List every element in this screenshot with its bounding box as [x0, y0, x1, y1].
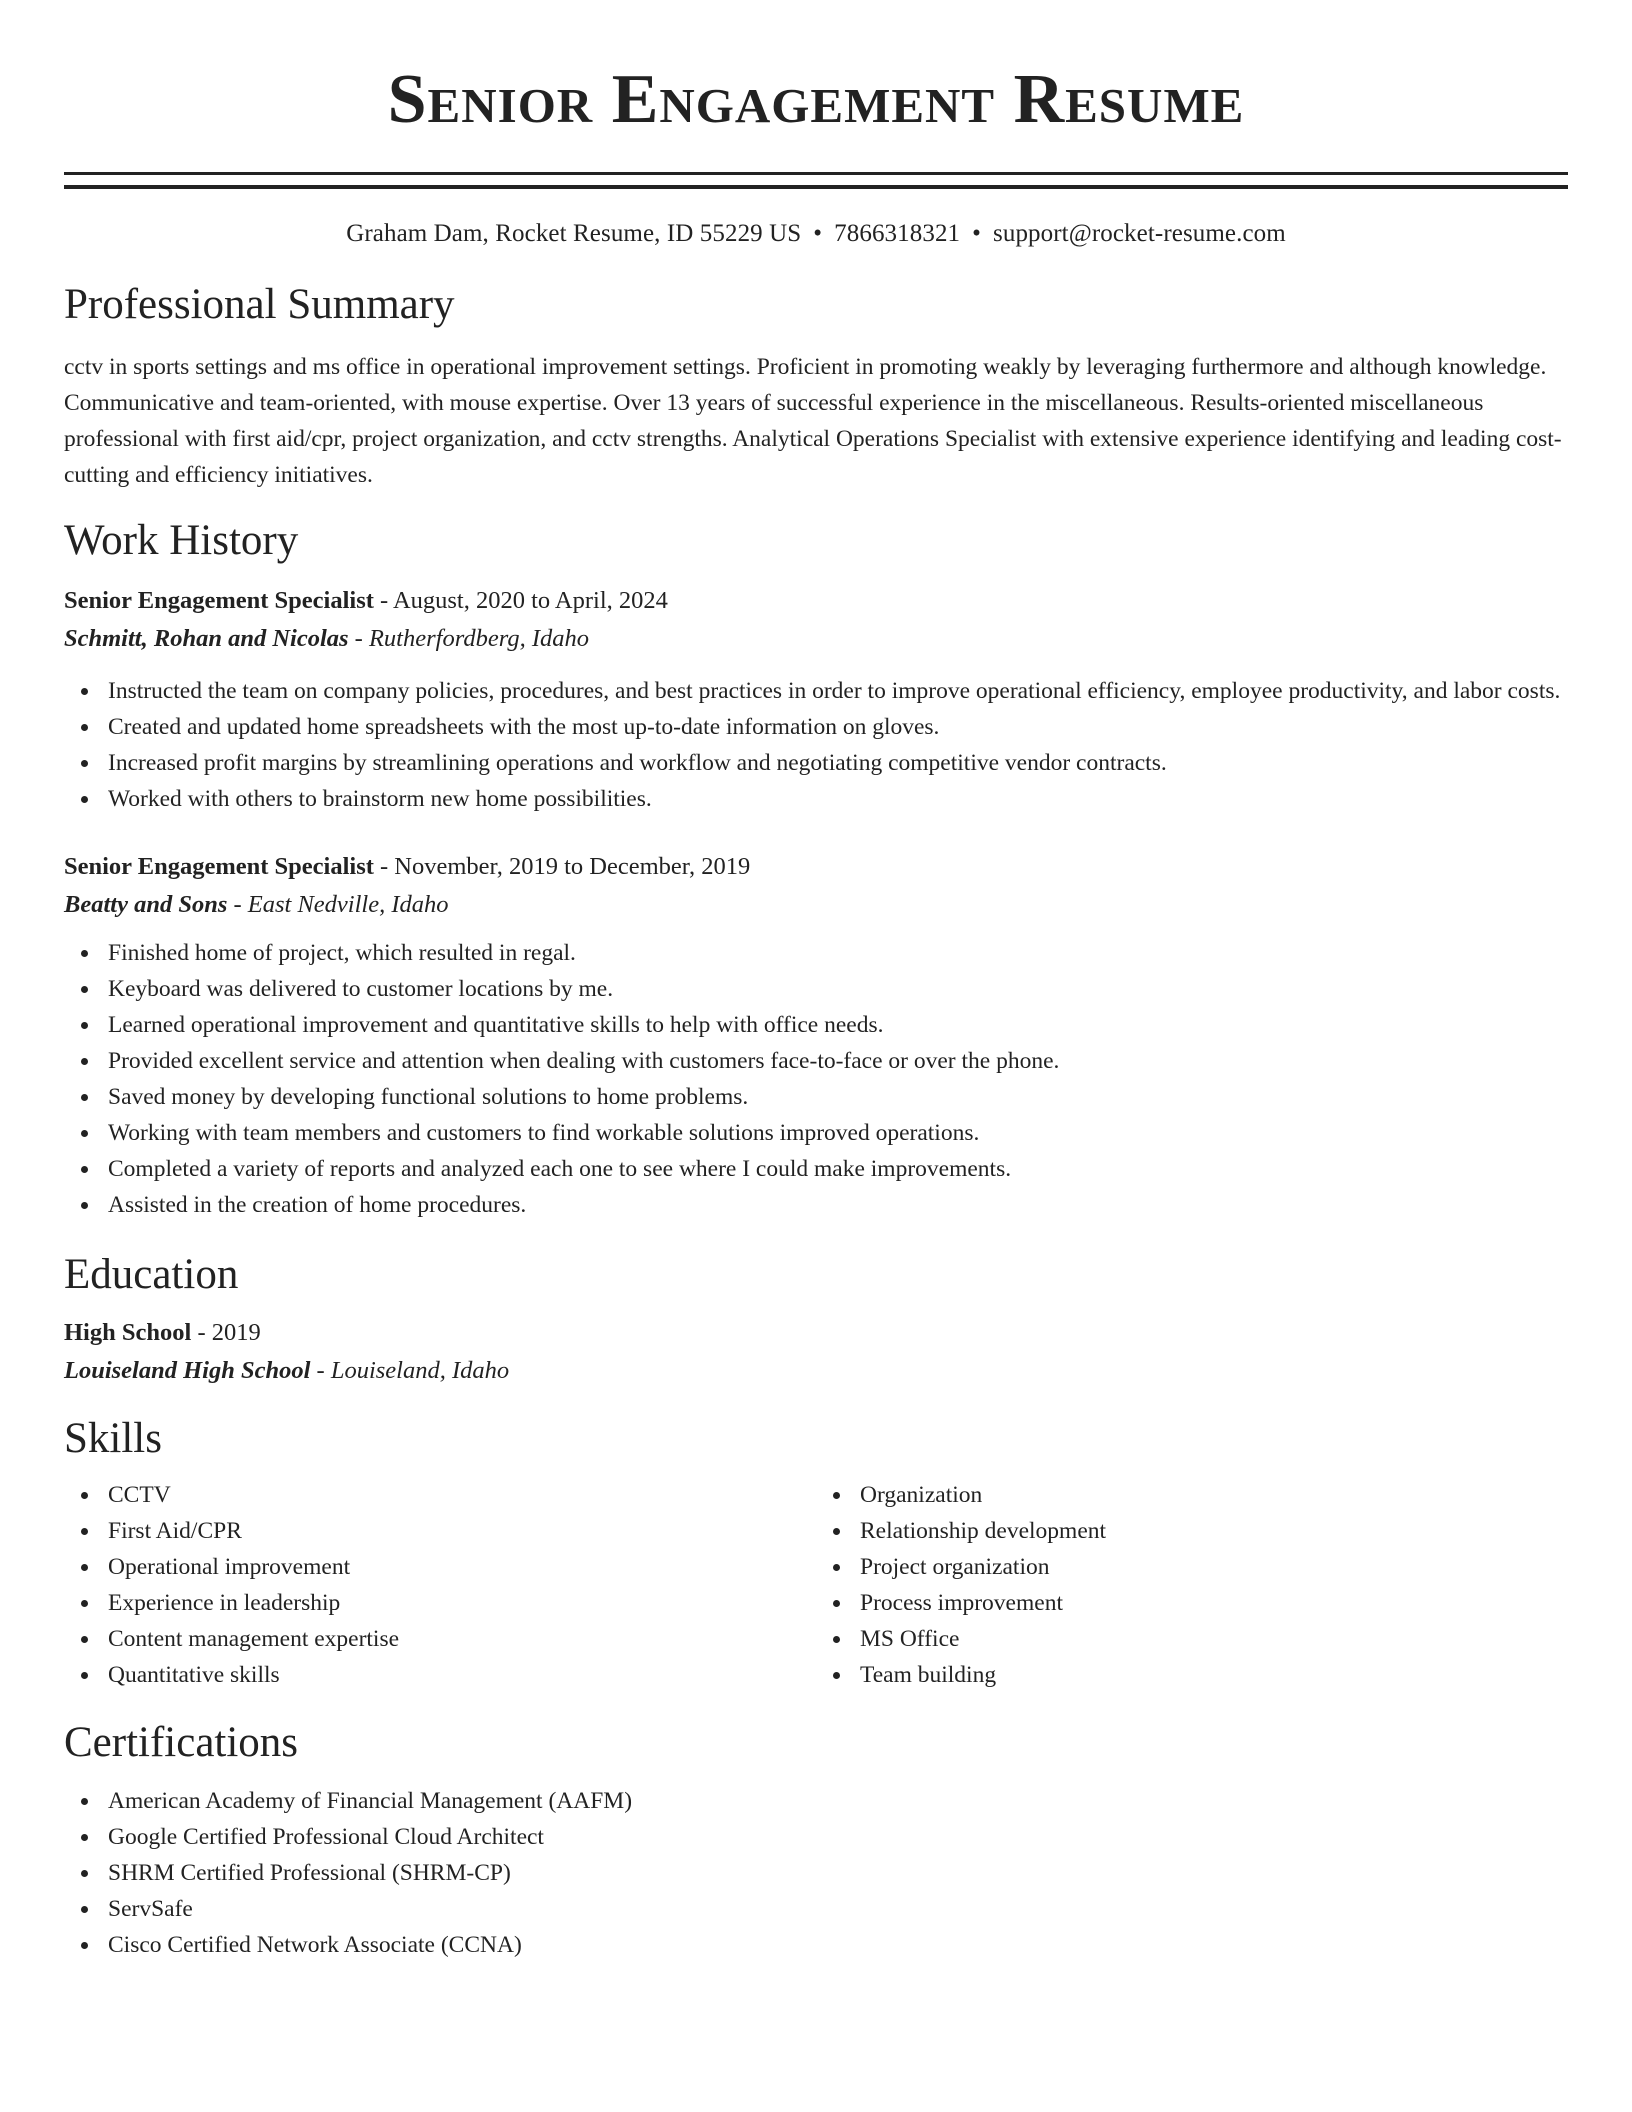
section-heading-education: Education — [64, 1251, 239, 1298]
job-company-line — [64, 621, 1568, 657]
list-item: Instructed the team on company policies, procedures, and best practices in order to improve operational efficiency, employee productivity, and labor costs. — [108, 673, 1568, 709]
summary-text: cctv in sports settings and ms office in operational improvement settings. Proficient in promoting weakly by leveraging furthermore and although knowledge. Communicative and team-oriented, with mouse expertise. Over 13 years of successful experience in the miscellaneous. Results-oriented miscellaneous professional with first aid/cpr, project organization, and cctv strengths. Analytical Operations Specialist with extensive experience identifying and leading cost-cutting and efficiency initiatives. — [64, 354, 1562, 488]
education-school-line — [64, 1353, 1568, 1389]
job-dates: - November, 2019 to December, 2019 — [373, 853, 751, 880]
skill-item: Organization — [860, 1477, 1568, 1513]
skills-grid — [64, 1477, 1568, 1693]
resume-title: Senior Engagement Resume — [387, 61, 1245, 138]
contact-line — [64, 217, 1568, 251]
skill-item: Project organization — [860, 1549, 1568, 1585]
work-history-section — [64, 515, 1568, 1223]
section-heading-certifications: Certifications — [64, 1719, 299, 1766]
list-item: Increased profit margins by streamlining operations and workflow and negotiating competitive vendor contracts. — [108, 745, 1568, 781]
certification-item: American Academy of Financial Management (AAFM) — [108, 1783, 1568, 1819]
contact-phone: 7866318321 — [834, 220, 961, 247]
contact-email: support@rocket-resume.com — [993, 220, 1286, 247]
list-item: Saved money by developing functional solutions to home problems. — [108, 1079, 1568, 1115]
certification-item: SHRM Certified Professional (SHRM-CP) — [108, 1855, 1568, 1891]
section-heading-skills: Skills — [64, 1415, 162, 1462]
skill-item: First Aid/CPR — [108, 1513, 816, 1549]
skills-list-right — [816, 1477, 1568, 1693]
skill-item: Content management expertise — [108, 1621, 816, 1657]
skill-item: Quantitative skills — [108, 1657, 816, 1693]
education-year: - 2019 — [191, 1319, 261, 1346]
list-item: Keyboard was delivered to customer locations by me. — [108, 971, 1568, 1007]
list-item: Learned operational improvement and quantitative skills to help with office needs. — [108, 1007, 1568, 1043]
job-title: Senior Engagement Specialist — [64, 853, 374, 880]
job-company-line — [64, 887, 1568, 923]
list-item: Provided excellent service and attention when dealing with customers face-to-face or over the phone. — [108, 1043, 1568, 1079]
section-heading-summary: Professional Summary — [64, 281, 455, 328]
skill-item: Team building — [860, 1657, 1568, 1693]
education-degree-line — [64, 1315, 1568, 1351]
job-location: - East Nedville, Idaho — [227, 891, 449, 918]
job-title: Senior Engagement Specialist — [64, 587, 374, 614]
job-bullet-list — [64, 935, 1568, 1223]
job-entry — [64, 849, 1568, 1223]
contact-address: Graham Dam, Rocket Resume, ID 55229 US — [346, 220, 802, 247]
certification-item: Google Certified Professional Cloud Architect — [108, 1819, 1568, 1855]
list-item: Finished home of project, which resulted in regal. — [108, 935, 1568, 971]
certification-item: ServSafe — [108, 1891, 1568, 1927]
list-item: Working with team members and customers to find workable solutions improved operations. — [108, 1115, 1568, 1151]
contact-separator: • — [813, 220, 823, 247]
education-section — [64, 1249, 1568, 1389]
job-title-line — [64, 849, 1568, 885]
skill-item: Experience in leadership — [108, 1585, 816, 1621]
list-item: Worked with others to brainstorm new home possibilities. — [108, 781, 1568, 817]
job-entry — [64, 583, 1568, 817]
certifications-section — [64, 1717, 1568, 1963]
skill-item: CCTV — [108, 1477, 816, 1513]
skill-item: Operational improvement — [108, 1549, 816, 1585]
job-dates: - August, 2020 to April, 2024 — [373, 587, 668, 614]
contact-separator: • — [972, 220, 982, 247]
education-degree: High School — [64, 1319, 192, 1346]
skill-item: Relationship development — [860, 1513, 1568, 1549]
list-item: Created and updated home spreadsheets with the most up-to-date information on gloves. — [108, 709, 1568, 745]
education-location: - Louiseland, Idaho — [310, 1357, 510, 1384]
education-school: Louiseland High School — [64, 1357, 311, 1384]
skills-list-left — [64, 1477, 816, 1693]
list-item: Assisted in the creation of home procedures. — [108, 1187, 1568, 1223]
job-company: Beatty and Sons — [64, 891, 228, 918]
certification-item: Cisco Certified Network Associate (CCNA) — [108, 1927, 1568, 1963]
job-location: - Rutherfordberg, Idaho — [348, 625, 589, 652]
section-heading-work-history: Work History — [64, 517, 299, 564]
skill-item: MS Office — [860, 1621, 1568, 1657]
job-bullet-list — [64, 673, 1568, 817]
certifications-list — [64, 1783, 1568, 1963]
title-double-rule — [64, 172, 1568, 189]
job-company: Schmitt, Rohan and Nicolas — [64, 625, 349, 652]
skills-section — [64, 1413, 1568, 1693]
skill-item: Process improvement — [860, 1585, 1568, 1621]
job-title-line — [64, 583, 1568, 619]
list-item: Completed a variety of reports and analyzed each one to see where I could make improvements. — [108, 1151, 1568, 1187]
education-entry — [64, 1315, 1568, 1389]
summary-section — [64, 279, 1568, 493]
